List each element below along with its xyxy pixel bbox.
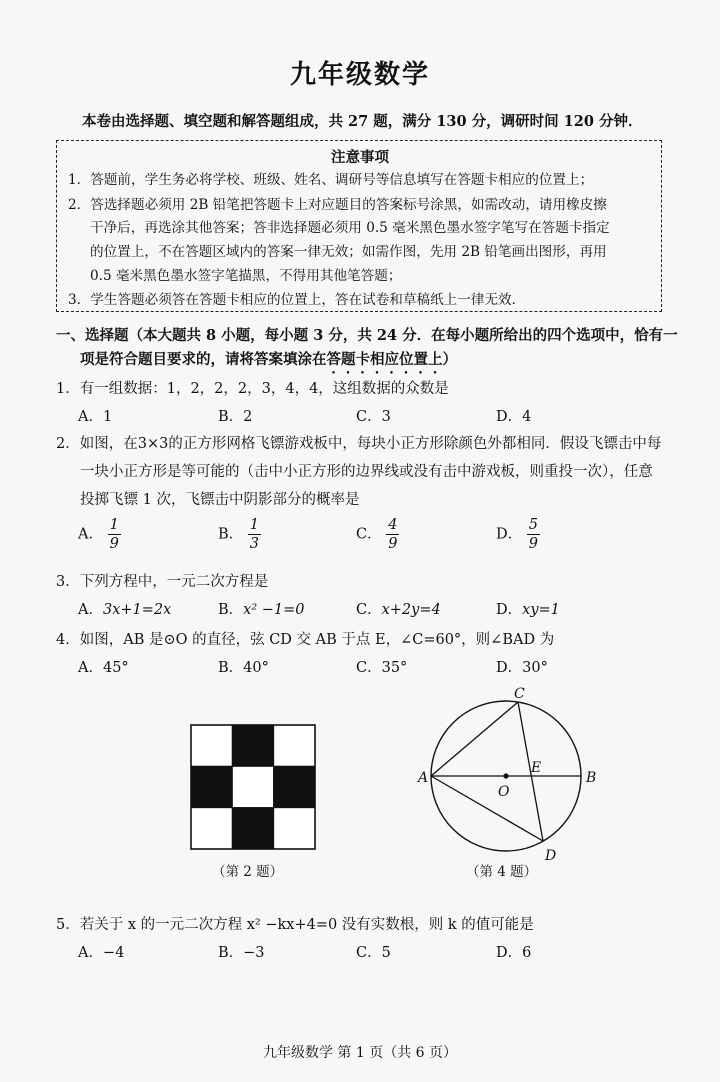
option-label: B． (218, 602, 244, 618)
q5-option-d: D．6 (496, 945, 532, 961)
label-b: B (586, 770, 597, 786)
q1-option-c: C．3 (356, 409, 391, 425)
notice-line: 2．答选择题必须用 2B 铅笔把答题卡上对应题目的答案标号涂黑，如需改动，请用橡皮擦 (68, 197, 607, 213)
notice-line: 1．答题前，学生务必将学校、班级、姓名、调研号等信息填写在答题卡相应的位置上； (68, 172, 594, 188)
section-heading-line1: 一、选择题（本大题共 8 小题，每小题 3 分，共 24 分．在每小题所给出的四个选项中，恰有一 (56, 327, 678, 344)
fraction (527, 516, 540, 553)
option-label: A． (78, 526, 103, 543)
page-title: 九年级数学 (289, 60, 430, 90)
label-o: O (498, 784, 510, 800)
option-label: A． (78, 602, 103, 618)
figure-2-caption: （第 2 题） (212, 864, 284, 880)
grid-cell-shaded (232, 808, 273, 849)
numerator: 4 (388, 517, 398, 533)
denominator: 9 (109, 536, 119, 552)
option-expr: x+2y=4 (381, 602, 441, 618)
fraction (108, 516, 121, 553)
q2-option-a (78, 516, 121, 553)
exam-intro: 本卷由选择题、填空题和解答题组成，共 27 题，满分 130 分，调研时间 120 分钟． (82, 113, 643, 130)
q4-option-b: B．40° (218, 660, 269, 676)
q5-option-c: C．5 (356, 945, 391, 961)
grid-cell (191, 808, 232, 849)
option-label: D． (496, 602, 523, 618)
numerator: 5 (528, 517, 538, 533)
q2-option-b (218, 516, 261, 553)
section-emphasis: 答题卡相应位置上 (326, 351, 443, 368)
figure-4-circle (412, 686, 612, 866)
question-4-stem: 4．如图，AB 是⊙O 的直径，弦 CD 交 AB 于点 E，∠C=60°，则∠BAD 为 (56, 632, 555, 648)
center-point (503, 773, 508, 778)
numerator: 1 (249, 517, 259, 533)
q3-option-a (78, 598, 171, 619)
question-2-stem: 一块小正方形是等可能的（击中小正方形的边界线或没有击中游戏板，则重投一次），任意 (80, 464, 653, 480)
option-expr: 3x+1=2x (102, 602, 172, 618)
section-text-end: ） (442, 351, 457, 368)
option-label: C． (356, 602, 382, 618)
notice-title: 注意事项 (331, 149, 389, 166)
label-d: D (545, 848, 557, 864)
q4-option-c: C．35° (356, 660, 408, 676)
section-heading-line2 (80, 348, 457, 377)
q5-option-a: A．−4 (78, 945, 125, 961)
chord-ac (431, 702, 518, 776)
grid-cell-shaded (274, 766, 315, 807)
notice-line: 3．学生答题必须答在答题卡相应的位置上，答在试卷和草稿纸上一律无效． (68, 292, 526, 308)
notice-line: 干净后，再选涂其他答案；答非选择题必须用 0.5 毫米黑色墨水签字笔写在答题卡指定 (90, 220, 610, 236)
grid-cell (274, 725, 315, 766)
chord-ad (431, 776, 543, 841)
question-2-stem: 2．如图，在3×3的正方形网格飞镖游戏板中，每块小正方形除颜色外都相同．假设飞镖击中每 (56, 436, 662, 452)
numerator: 1 (109, 517, 119, 533)
question-5-stem: 5．若关于 x 的一元二次方程 x² −kx+4=0 没有实数根，则 k 的值可能是 (56, 917, 534, 933)
q1-option-a: A．1 (78, 409, 113, 425)
q3-option-d (496, 598, 560, 619)
q2-option-d (496, 516, 540, 553)
option-expr: x² −1=0 (243, 602, 305, 618)
grid-cell (274, 808, 315, 849)
q5-option-b: B．−3 (218, 945, 265, 961)
option-expr: xy=1 (522, 602, 560, 618)
notice-line: 0.5 毫米黑色墨水签字笔描黑，不得用其他笔答题； (90, 268, 402, 284)
notice-line: 的位置上，不在答题区域内的答案一律无效；如需作图，先用 2B 铅笔画出图形，再用 (90, 244, 607, 260)
question-3-stem: 3．下列方程中，一元二次方程是 (56, 574, 269, 590)
figure-2-grid (190, 724, 316, 850)
denominator: 9 (528, 536, 538, 552)
denominator: 3 (249, 536, 259, 552)
grid-cell-shaded (232, 725, 273, 766)
label-e: E (531, 760, 542, 776)
q1-option-b: B．2 (218, 409, 253, 425)
grid-cell (232, 766, 273, 807)
question-2-stem: 投掷飞镖 1 次，飞镖击中阴影部分的概率是 (80, 492, 360, 508)
q4-option-d: D．30° (496, 660, 548, 676)
fraction (386, 516, 399, 553)
fraction (248, 516, 261, 553)
option-label: B． (218, 526, 244, 543)
grid-cell-shaded (191, 766, 232, 807)
denominator: 9 (388, 536, 398, 552)
question-1-stem: 1．有一组数据：1，2，2，2，3，4，4，这组数据的众数是 (56, 381, 449, 397)
section-text: 项是符合题目要求的，请将答案填涂在 (80, 351, 327, 368)
figure-4-caption: （第 4 题） (466, 864, 538, 880)
q1-option-d: D．4 (496, 409, 532, 425)
grid-cell (191, 725, 232, 766)
label-c: C (514, 686, 525, 702)
q3-option-b (218, 598, 305, 619)
q3-option-c (356, 598, 441, 619)
label-a: A (418, 770, 429, 786)
page-footer: 九年级数学 第 1 页（共 6 页） (262, 1045, 458, 1061)
option-label: C． (356, 526, 382, 543)
q2-option-c (356, 516, 399, 553)
option-label: D． (496, 526, 523, 543)
q4-option-a: A．45° (78, 660, 129, 676)
